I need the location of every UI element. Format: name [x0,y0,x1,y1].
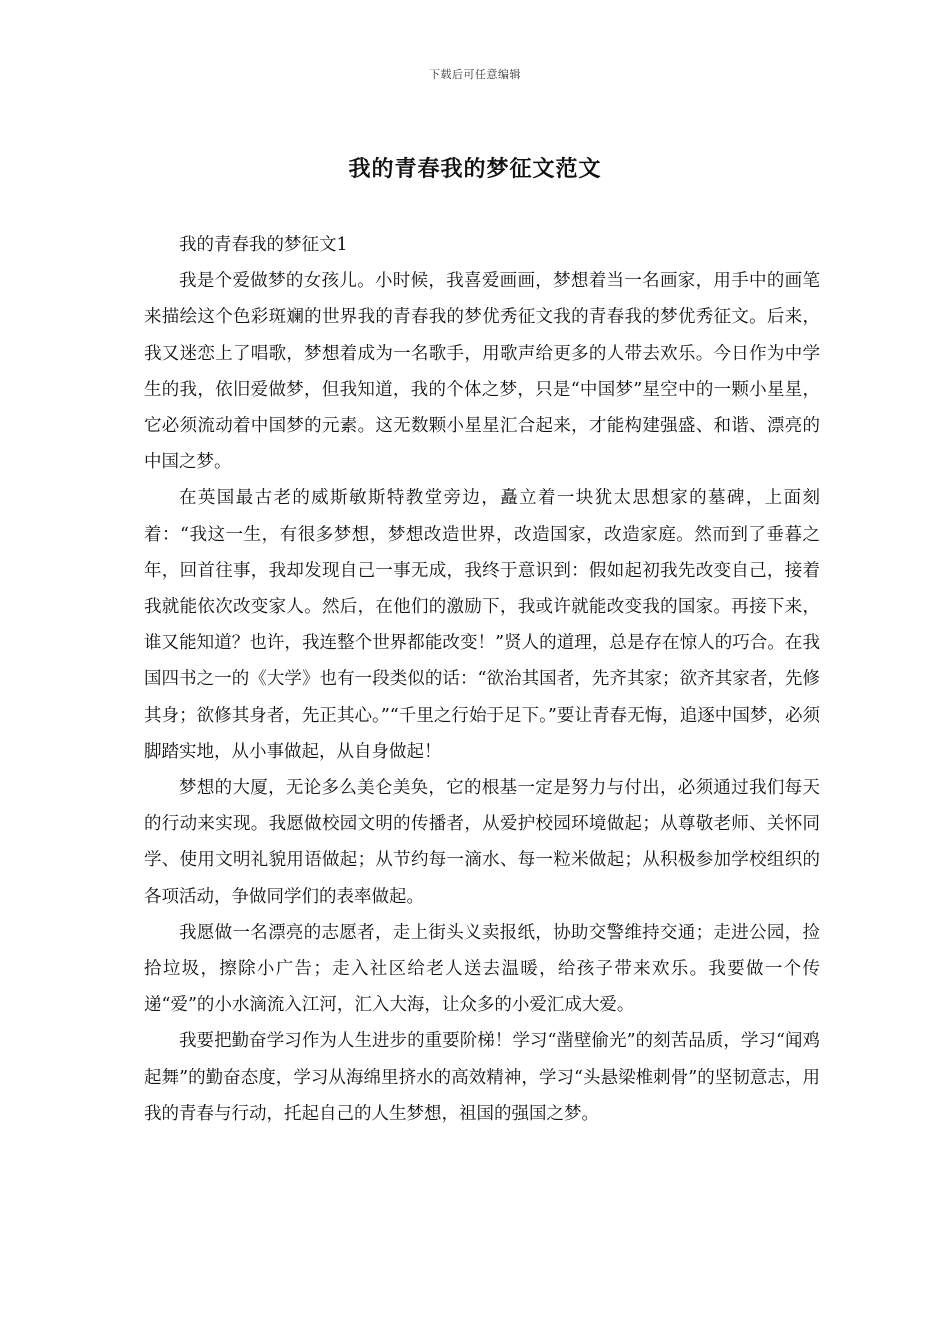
header-note: 下载后可任意编辑 [429,68,521,81]
body-paragraph-3: 梦想的大厦，无论多么美仑美奂，它的根基一定是努力与付出，必须通过我们每天的行动来实现。我愿做校园文明的传播者，从爱护校园环境做起；从尊敬老师、关怀同学、使用文明礼貌用语做起；从节约每一滴水、每一粒米做起；从积极参加学校组织的各项活动，争做同学们的表率做起。 [144,778,820,907]
document-title: 我的青春我的梦征文范文 [348,156,602,182]
body-paragraph-2: 在英国最古老的威斯敏斯特教堂旁边，矗立着一块犹太思想家的墓碑，上面刻着：“我这一生，有很多梦想，梦想改造世界，改造国家，改造家庭。然而到了垂暮之年，回首往事，我却发现自己一事无成，我终于意识到：假如起初我先改变自己，接着我就能依次改变家人。然后，在他们的激励下，我或许就能改变我的国家。再接下来，谁又能知道？也许，我连整个世界都能改变！”贤人的道理，总是存在惊人的巧合。在我国四书之一的《大学》也有一段类似的话：“欲治其国者，先齐其家；欲齐其家者，先修其身；欲修其身者，先正其心。”“千里之行始于足下。”要让青春无悔，追逐中国梦，必须脚踏实地，从小事做起，从自身做起！ [144,488,820,762]
section-heading: 我的青春我的梦征文1 [179,235,348,255]
body-paragraph-1: 我是个爱做梦的女孩儿。小时候，我喜爱画画，梦想着当一名画家，用手中的画笔来描绘这个色彩斑斓的世界我的青春我的梦优秀征文我的青春我的梦优秀征文。后来，我又迷恋上了唱歌，梦想着成为一名歌手，用歌声给更多的人带去欢乐。今日作为中学生的我，依旧爱做梦，但我知道，我的个体之梦，只是“中国梦”星空中的一颗小星星，它必须流动着中国梦的元素。这无数颗小星星汇合起来，才能构建强盛、和谐、漂亮的中国之梦。 [144,271,820,473]
body-paragraph-5: 我要把勤奋学习作为人生进步的重要阶梯！学习“凿壁偷光”的刻苦品质，学习“闻鸡起舞”的勤奋态度，学习从海绵里挤水的高效精神，学习“头悬梁椎刺骨”的坚韧意志，用我的青春与行动，托起自己的人生梦想，祖国的强国之梦。 [144,1031,820,1124]
document-body [144,227,820,1132]
body-paragraph-4: 我愿做一名漂亮的志愿者，走上街头义卖报纸，协助交警维持交通；走进公园，捡拾垃圾，擦除小广告；走入社区给老人送去温暖，给孩子带来欢乐。我要做一个传递“爱”的小水滴流入江河，汇入大海，让众多的小爱汇成大爱。 [144,922,820,1016]
